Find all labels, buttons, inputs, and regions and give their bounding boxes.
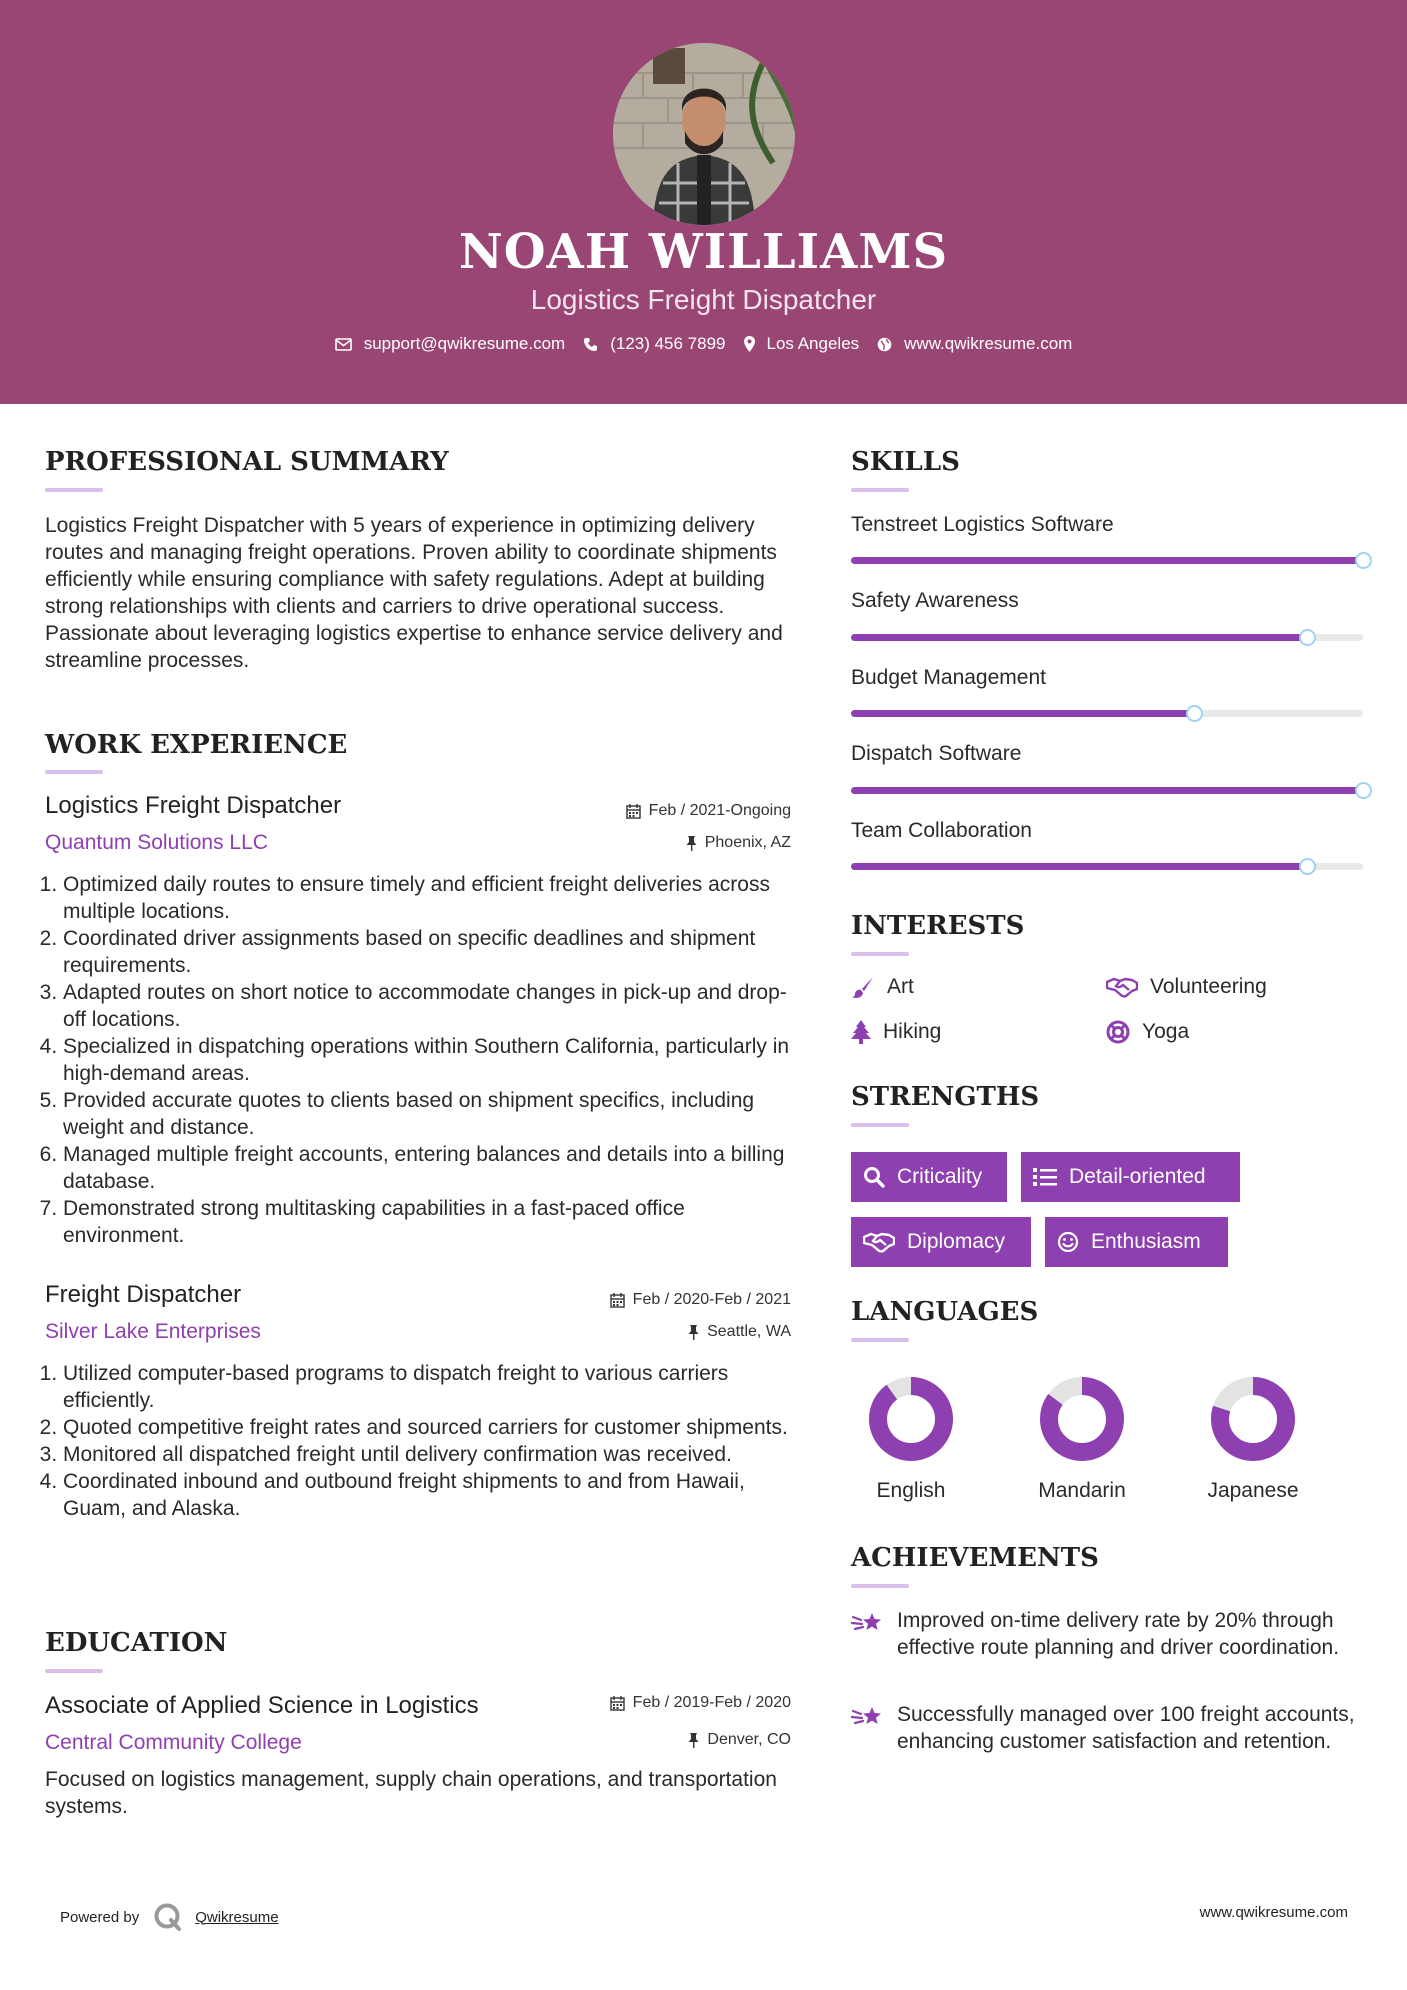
list-item: 3. Adapted routes on short notice to accommodate changes in pick-up and drop-off locations. <box>63 979 803 1033</box>
education-location <box>500 1729 791 1751</box>
calendar-icon <box>626 804 641 819</box>
shooting-star-icon <box>851 1703 885 1731</box>
list-icon <box>1033 1167 1057 1187</box>
interest-art-label: Art <box>887 975 914 998</box>
education-underline <box>45 1669 103 1673</box>
education-description: Focused on logistics management, supply chain operations, and transportation systems. <box>45 1768 777 1818</box>
achievements-heading: ACHIEVEMENTS <box>851 1543 1099 1573</box>
skill-bar-2 <box>851 634 1363 641</box>
strength-criticality <box>851 1152 1007 1202</box>
skill-bar-5 <box>851 863 1363 870</box>
skill-bar-1 <box>851 557 1363 564</box>
contact-bar <box>0 334 1407 354</box>
strength-detail-oriented-label: Detail-oriented <box>1069 1165 1206 1188</box>
interest-yoga-label: Yoga <box>1142 1020 1190 1043</box>
job-bullets-2 <box>45 1360 803 1522</box>
summary-text: Logistics Freight Dispatcher with 5 years of experience in optimizing delivery routes and managing freight operations. Proven ability to coordinate shipments efficiently while ensuring compliance with safety regulations. Adept at building strong relationships with clients and carriers to drive operational success. Passionate about leveraging logistics expertise to enhance service delivery and streamline processes. <box>45 514 783 672</box>
job-title-2: Freight Dispatcher <box>45 1281 242 1308</box>
language-donut-3 <box>1210 1376 1296 1462</box>
contact-location-text: Los Angeles <box>766 334 860 353</box>
company-1[interactable]: Quantum Solutions LLC <box>45 831 268 854</box>
contact-location <box>744 334 860 354</box>
list-item: 6. Managed multiple freight accounts, entering balances and details into a billing database. <box>63 1141 803 1195</box>
education-school[interactable]: Central Community College <box>45 1731 302 1754</box>
list-item: 4. Specialized in dispatching operations within Southern California, particularly in high-demand areas. <box>63 1033 803 1087</box>
education-location-text: Denver, CO <box>707 1731 791 1748</box>
list-item: 4. Coordinated inbound and outbound freight shipments to and from Hawaii, Guam, and Alaska. <box>63 1468 803 1522</box>
list-item: 7. Demonstrated strong multitasking capabilities in a fast-paced office environment. <box>63 1195 803 1249</box>
skill-label-4: Dispatch Software <box>851 742 1022 765</box>
interest-art <box>851 975 914 999</box>
handshake-icon <box>863 1231 895 1253</box>
search-icon <box>863 1166 885 1188</box>
skill-bar-fill <box>851 787 1363 794</box>
language-donut-1 <box>868 1376 954 1462</box>
strength-diplomacy <box>851 1217 1031 1267</box>
skill-bar-knob[interactable] <box>1186 705 1203 722</box>
achievement-1 <box>851 1607 1371 1661</box>
interest-hiking-label: Hiking <box>883 1020 942 1043</box>
calendar-icon <box>610 1696 625 1711</box>
interest-volunteering-label: Volunteering <box>1150 975 1267 998</box>
pushpin-icon <box>688 1733 699 1748</box>
strengths-heading: STRENGTHS <box>851 1082 1040 1112</box>
job-bullets-1 <box>45 871 803 1249</box>
skill-label-2: Safety Awareness <box>851 589 1019 612</box>
interest-yoga <box>1106 1020 1189 1044</box>
lifering-icon <box>1106 1020 1130 1044</box>
phone-icon <box>583 337 598 352</box>
language-label-2: Mandarin <box>1038 1479 1126 1502</box>
map-pin-icon <box>744 336 755 352</box>
language-label-1: English <box>876 1479 946 1502</box>
pushpin-icon <box>688 1325 699 1340</box>
job-location-2-text: Seattle, WA <box>707 1323 791 1340</box>
experience-heading: WORK EXPERIENCE <box>45 730 348 760</box>
job-location-2 <box>500 1321 791 1343</box>
profile-photo <box>613 43 795 225</box>
achievements-underline <box>851 1584 909 1588</box>
skill-bar-knob[interactable] <box>1355 782 1372 799</box>
achievement-2-text: Successfully managed over 100 freight accounts, enhancing customer satisfaction and retention. <box>897 1703 1355 1753</box>
strength-criticality-label: Criticality <box>897 1165 983 1188</box>
contact-website[interactable] <box>877 334 1072 354</box>
contact-phone-text: (123) 456 7899 <box>610 334 726 353</box>
contact-email[interactable] <box>335 334 566 354</box>
calendar-icon <box>610 1293 625 1308</box>
skill-bar-3 <box>851 710 1363 717</box>
list-item: 5. Provided accurate quotes to clients based on shipment specifics, including weight and distance. <box>63 1087 803 1141</box>
envelope-icon <box>335 338 352 351</box>
list-item: 1. Optimized daily routes to ensure timely and efficient freight deliveries across multiple locations. <box>63 871 803 925</box>
strength-enthusiasm-label: Enthusiasm <box>1091 1230 1201 1253</box>
skill-bar-fill <box>851 863 1307 870</box>
candidate-title: Logistics Freight Dispatcher <box>530 284 877 315</box>
handshake-icon <box>1106 976 1138 998</box>
contact-email-text: support@qwikresume.com <box>363 334 566 353</box>
footer-website[interactable]: www.qwikresume.com <box>1199 1904 1348 1921</box>
job-title-1: Logistics Freight Dispatcher <box>45 792 342 819</box>
skill-label-3: Budget Management <box>851 666 1046 689</box>
list-item: 1. Utilized computer-based programs to dispatch freight to various carriers efficiently. <box>63 1360 803 1414</box>
education-dates-text: Feb / 2019-Feb / 2020 <box>632 1694 791 1711</box>
company-2[interactable]: Silver Lake Enterprises <box>45 1320 261 1343</box>
powered-by-text: Powered by <box>60 1908 140 1926</box>
contact-phone[interactable] <box>583 334 725 354</box>
skill-bar-knob[interactable] <box>1299 629 1316 646</box>
skills-heading: SKILLS <box>851 447 960 477</box>
skills-underline <box>851 488 909 492</box>
languages-heading: LANGUAGES <box>851 1297 1039 1327</box>
job-location-1-text: Phoenix, AZ <box>704 834 791 851</box>
achievement-1-text: Improved on-time delivery rate by 20% through effective route planning and driver coordination. <box>897 1609 1340 1659</box>
language-donut-2 <box>1039 1376 1125 1462</box>
job-dates-1 <box>500 800 791 822</box>
strength-enthusiasm <box>1045 1217 1228 1267</box>
smile-icon <box>1057 1231 1079 1253</box>
interest-hiking <box>851 1020 941 1044</box>
skill-bar-knob[interactable] <box>1355 552 1372 569</box>
strengths-underline <box>851 1123 909 1127</box>
footer-brand-link[interactable]: Qwikresume <box>195 1908 279 1926</box>
shooting-star-icon <box>851 1609 885 1637</box>
skill-bar-fill <box>851 710 1194 717</box>
job-dates-2-text: Feb / 2020-Feb / 2021 <box>632 1291 791 1308</box>
list-item: 2. Quoted competitive freight rates and sourced carriers for customer shipments. <box>63 1414 803 1441</box>
job-dates-1-text: Feb / 2021-Ongoing <box>648 802 791 819</box>
candidate-name: NOAH WILLIAMS <box>458 224 949 280</box>
job-dates-2 <box>500 1289 791 1311</box>
header-banner <box>0 0 1407 404</box>
summary-heading: PROFESSIONAL SUMMARY <box>45 447 449 477</box>
qwikresume-logo-icon <box>153 1902 183 1932</box>
languages-underline <box>851 1338 909 1342</box>
interests-heading: INTERESTS <box>851 911 1025 941</box>
skill-label-5: Team Collaboration <box>851 819 1032 842</box>
tree-icon <box>851 1020 871 1044</box>
contact-website-text: www.qwikresume.com <box>904 334 1073 353</box>
education-dates <box>500 1692 791 1714</box>
paintbrush-icon <box>851 975 875 999</box>
skill-bar-4 <box>851 787 1363 794</box>
education-degree: Associate of Applied Science in Logistics <box>45 1692 479 1719</box>
strength-diplomacy-label: Diplomacy <box>907 1230 1006 1253</box>
footer-powered-by <box>60 1902 279 1932</box>
globe-icon <box>877 337 892 352</box>
summary-underline <box>45 488 103 492</box>
experience-underline <box>45 770 103 774</box>
strength-detail-oriented <box>1021 1152 1240 1202</box>
education-heading: EDUCATION <box>45 1628 228 1658</box>
skill-bar-fill <box>851 634 1307 641</box>
skill-bar-fill <box>851 557 1363 564</box>
skill-bar-knob[interactable] <box>1299 858 1316 875</box>
list-item: 3. Monitored all dispatched freight until delivery confirmation was received. <box>63 1441 803 1468</box>
achievement-2 <box>851 1701 1371 1755</box>
pushpin-icon <box>686 836 697 851</box>
interest-volunteering <box>1106 975 1267 999</box>
list-item: 2. Coordinated driver assignments based on specific deadlines and shipment requirements. <box>63 925 803 979</box>
interests-underline <box>851 952 909 956</box>
language-label-3: Japanese <box>1207 1479 1299 1502</box>
job-location-1 <box>500 832 791 854</box>
skill-label-1: Tenstreet Logistics Software <box>851 513 1114 536</box>
